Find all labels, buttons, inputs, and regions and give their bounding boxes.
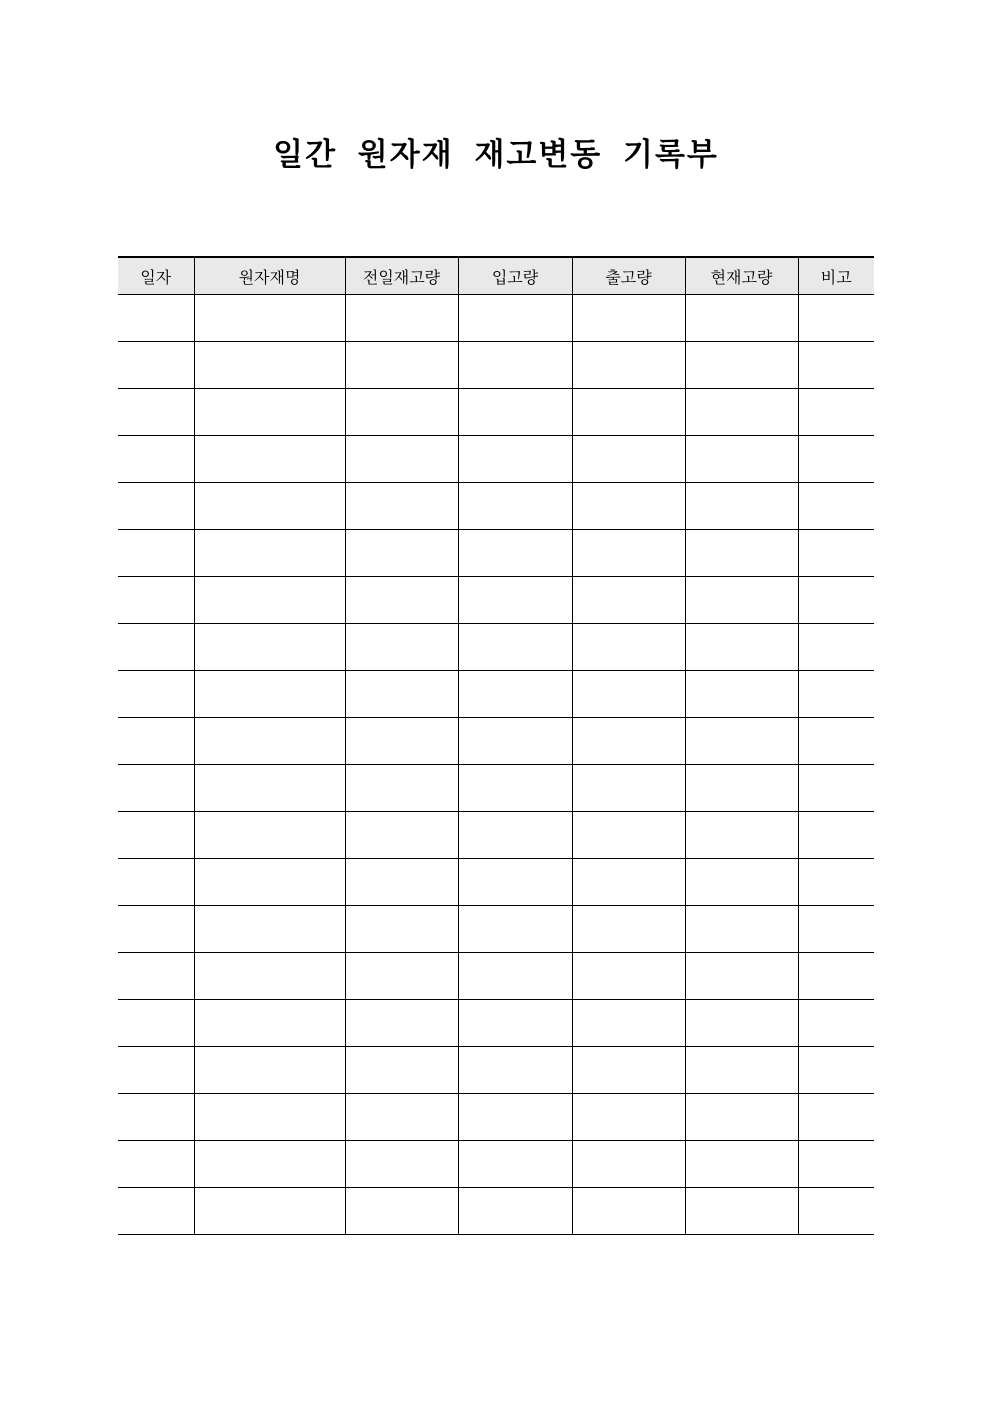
material-name-cell[interactable] (194, 765, 345, 812)
material-name-cell[interactable] (194, 1047, 345, 1094)
remarks-cell[interactable] (798, 859, 874, 906)
outbound-qty-cell[interactable] (572, 483, 685, 530)
table-row (118, 906, 874, 953)
date-cell[interactable] (118, 1188, 194, 1235)
material-name-cell[interactable] (194, 624, 345, 671)
outbound-qty-cell[interactable] (572, 1047, 685, 1094)
remarks-cell[interactable] (798, 1047, 874, 1094)
inbound-qty-cell[interactable] (458, 577, 572, 624)
previous-stock-cell[interactable] (345, 389, 458, 436)
inbound-qty-cell[interactable] (458, 342, 572, 389)
date-cell[interactable] (118, 859, 194, 906)
previous-stock-cell[interactable] (345, 812, 458, 859)
previous-stock-cell[interactable] (345, 1047, 458, 1094)
remarks-cell[interactable] (798, 295, 874, 342)
remarks-cell[interactable] (798, 1188, 874, 1235)
inbound-qty-cell[interactable] (458, 1000, 572, 1047)
current-stock-cell[interactable] (685, 342, 798, 389)
outbound-qty-cell[interactable] (572, 859, 685, 906)
date-cell[interactable] (118, 765, 194, 812)
previous-stock-cell[interactable] (345, 295, 458, 342)
date-cell[interactable] (118, 953, 194, 1000)
outbound-qty-cell[interactable] (572, 1000, 685, 1047)
material-name-cell[interactable] (194, 389, 345, 436)
date-cell[interactable] (118, 1000, 194, 1047)
outbound-qty-cell[interactable] (572, 530, 685, 577)
date-cell[interactable] (118, 812, 194, 859)
inbound-qty-cell[interactable] (458, 718, 572, 765)
header-inbound-qty: 입고량 (458, 257, 572, 295)
table-row (118, 1047, 874, 1094)
previous-stock-cell[interactable] (345, 671, 458, 718)
material-name-cell[interactable] (194, 812, 345, 859)
remarks-cell[interactable] (798, 389, 874, 436)
current-stock-cell[interactable] (685, 671, 798, 718)
page-title: 일간 원자재 재고변동 기록부 (273, 137, 719, 173)
date-cell[interactable] (118, 1047, 194, 1094)
date-cell[interactable] (118, 906, 194, 953)
outbound-qty-cell[interactable] (572, 765, 685, 812)
material-name-cell[interactable] (194, 295, 345, 342)
remarks-cell[interactable] (798, 953, 874, 1000)
previous-stock-cell[interactable] (345, 624, 458, 671)
outbound-qty-cell[interactable] (572, 1094, 685, 1141)
table-row (118, 389, 874, 436)
previous-stock-cell[interactable] (345, 718, 458, 765)
material-name-cell[interactable] (194, 1188, 345, 1235)
current-stock-cell[interactable] (685, 1188, 798, 1235)
previous-stock-cell[interactable] (345, 859, 458, 906)
material-name-cell[interactable] (194, 1141, 345, 1188)
outbound-qty-cell[interactable] (572, 953, 685, 1000)
table-body (118, 295, 874, 1235)
date-cell[interactable] (118, 436, 194, 483)
header-previous-stock: 전일재고량 (345, 257, 458, 295)
current-stock-cell[interactable] (685, 624, 798, 671)
date-cell[interactable] (118, 1094, 194, 1141)
current-stock-cell[interactable] (685, 295, 798, 342)
table-header (118, 257, 874, 295)
previous-stock-cell[interactable] (345, 953, 458, 1000)
current-stock-cell[interactable] (685, 436, 798, 483)
outbound-qty-cell[interactable] (572, 718, 685, 765)
material-name-cell[interactable] (194, 577, 345, 624)
date-cell[interactable] (118, 671, 194, 718)
inbound-qty-cell[interactable] (458, 1141, 572, 1188)
remarks-cell[interactable] (798, 1000, 874, 1047)
table-row (118, 1141, 874, 1188)
table-row (118, 718, 874, 765)
table-row (118, 436, 874, 483)
remarks-cell[interactable] (798, 765, 874, 812)
date-cell[interactable] (118, 342, 194, 389)
material-name-cell[interactable] (194, 906, 345, 953)
current-stock-cell[interactable] (685, 577, 798, 624)
previous-stock-cell[interactable] (345, 483, 458, 530)
remarks-cell[interactable] (798, 1094, 874, 1141)
previous-stock-cell[interactable] (345, 1000, 458, 1047)
outbound-qty-cell[interactable] (572, 1188, 685, 1235)
current-stock-cell[interactable] (685, 1094, 798, 1141)
material-name-cell[interactable] (194, 483, 345, 530)
outbound-qty-cell[interactable] (572, 812, 685, 859)
table-row (118, 859, 874, 906)
previous-stock-cell[interactable] (345, 1188, 458, 1235)
previous-stock-cell[interactable] (345, 577, 458, 624)
remarks-cell[interactable] (798, 812, 874, 859)
remarks-cell[interactable] (798, 436, 874, 483)
material-name-cell[interactable] (194, 1094, 345, 1141)
date-cell[interactable] (118, 577, 194, 624)
current-stock-cell[interactable] (685, 1047, 798, 1094)
remarks-cell[interactable] (798, 624, 874, 671)
table-row (118, 953, 874, 1000)
date-cell[interactable] (118, 530, 194, 577)
table-row (118, 624, 874, 671)
inbound-qty-cell[interactable] (458, 624, 572, 671)
table-row (118, 671, 874, 718)
current-stock-cell[interactable] (685, 859, 798, 906)
inbound-qty-cell[interactable] (458, 671, 572, 718)
header-material-name: 원자재명 (194, 257, 345, 295)
current-stock-cell[interactable] (685, 906, 798, 953)
previous-stock-cell[interactable] (345, 436, 458, 483)
inbound-qty-cell[interactable] (458, 530, 572, 577)
current-stock-cell[interactable] (685, 953, 798, 1000)
inbound-qty-cell[interactable] (458, 483, 572, 530)
previous-stock-cell[interactable] (345, 1094, 458, 1141)
inbound-qty-cell[interactable] (458, 812, 572, 859)
material-name-cell[interactable] (194, 436, 345, 483)
outbound-qty-cell[interactable] (572, 342, 685, 389)
material-name-cell[interactable] (194, 530, 345, 577)
date-cell[interactable] (118, 295, 194, 342)
current-stock-cell[interactable] (685, 1141, 798, 1188)
date-cell[interactable] (118, 483, 194, 530)
header-outbound-qty: 출고량 (572, 257, 685, 295)
previous-stock-cell[interactable] (345, 765, 458, 812)
inbound-qty-cell[interactable] (458, 1188, 572, 1235)
table-row (118, 1000, 874, 1047)
table-row (118, 342, 874, 389)
material-name-cell[interactable] (194, 718, 345, 765)
previous-stock-cell[interactable] (345, 530, 458, 577)
table-row (118, 530, 874, 577)
outbound-qty-cell[interactable] (572, 295, 685, 342)
inbound-qty-cell[interactable] (458, 1047, 572, 1094)
table-row (118, 812, 874, 859)
current-stock-cell[interactable] (685, 718, 798, 765)
inbound-qty-cell[interactable] (458, 1094, 572, 1141)
inbound-qty-cell[interactable] (458, 953, 572, 1000)
remarks-cell[interactable] (798, 483, 874, 530)
date-cell[interactable] (118, 624, 194, 671)
header-row (118, 257, 874, 295)
outbound-qty-cell[interactable] (572, 436, 685, 483)
current-stock-cell[interactable] (685, 765, 798, 812)
inbound-qty-cell[interactable] (458, 859, 572, 906)
header-remarks: 비고 (798, 257, 874, 295)
remarks-cell[interactable] (798, 577, 874, 624)
date-cell[interactable] (118, 1141, 194, 1188)
date-cell[interactable] (118, 389, 194, 436)
current-stock-cell[interactable] (685, 389, 798, 436)
material-name-cell[interactable] (194, 953, 345, 1000)
remarks-cell[interactable] (798, 906, 874, 953)
previous-stock-cell[interactable] (345, 342, 458, 389)
inbound-qty-cell[interactable] (458, 436, 572, 483)
table-row (118, 1094, 874, 1141)
remarks-cell[interactable] (798, 1141, 874, 1188)
table-row (118, 577, 874, 624)
material-name-cell[interactable] (194, 859, 345, 906)
outbound-qty-cell[interactable] (572, 624, 685, 671)
table-row (118, 295, 874, 342)
material-name-cell[interactable] (194, 1000, 345, 1047)
date-cell[interactable] (118, 718, 194, 765)
current-stock-cell[interactable] (685, 530, 798, 577)
outbound-qty-cell[interactable] (572, 577, 685, 624)
inbound-qty-cell[interactable] (458, 295, 572, 342)
header-current-stock: 현재고량 (685, 257, 798, 295)
remarks-cell[interactable] (798, 530, 874, 577)
inventory-ledger-table (118, 256, 874, 1235)
material-name-cell[interactable] (194, 671, 345, 718)
remarks-cell[interactable] (798, 342, 874, 389)
table-row (118, 1188, 874, 1235)
inbound-qty-cell[interactable] (458, 389, 572, 436)
current-stock-cell[interactable] (685, 483, 798, 530)
table-row (118, 483, 874, 530)
inbound-qty-cell[interactable] (458, 765, 572, 812)
outbound-qty-cell[interactable] (572, 671, 685, 718)
inbound-qty-cell[interactable] (458, 906, 572, 953)
table-row (118, 765, 874, 812)
previous-stock-cell[interactable] (345, 906, 458, 953)
outbound-qty-cell[interactable] (572, 906, 685, 953)
current-stock-cell[interactable] (685, 1000, 798, 1047)
outbound-qty-cell[interactable] (572, 1141, 685, 1188)
outbound-qty-cell[interactable] (572, 389, 685, 436)
remarks-cell[interactable] (798, 718, 874, 765)
previous-stock-cell[interactable] (345, 1141, 458, 1188)
header-date: 일자 (118, 257, 194, 295)
remarks-cell[interactable] (798, 671, 874, 718)
material-name-cell[interactable] (194, 342, 345, 389)
current-stock-cell[interactable] (685, 812, 798, 859)
